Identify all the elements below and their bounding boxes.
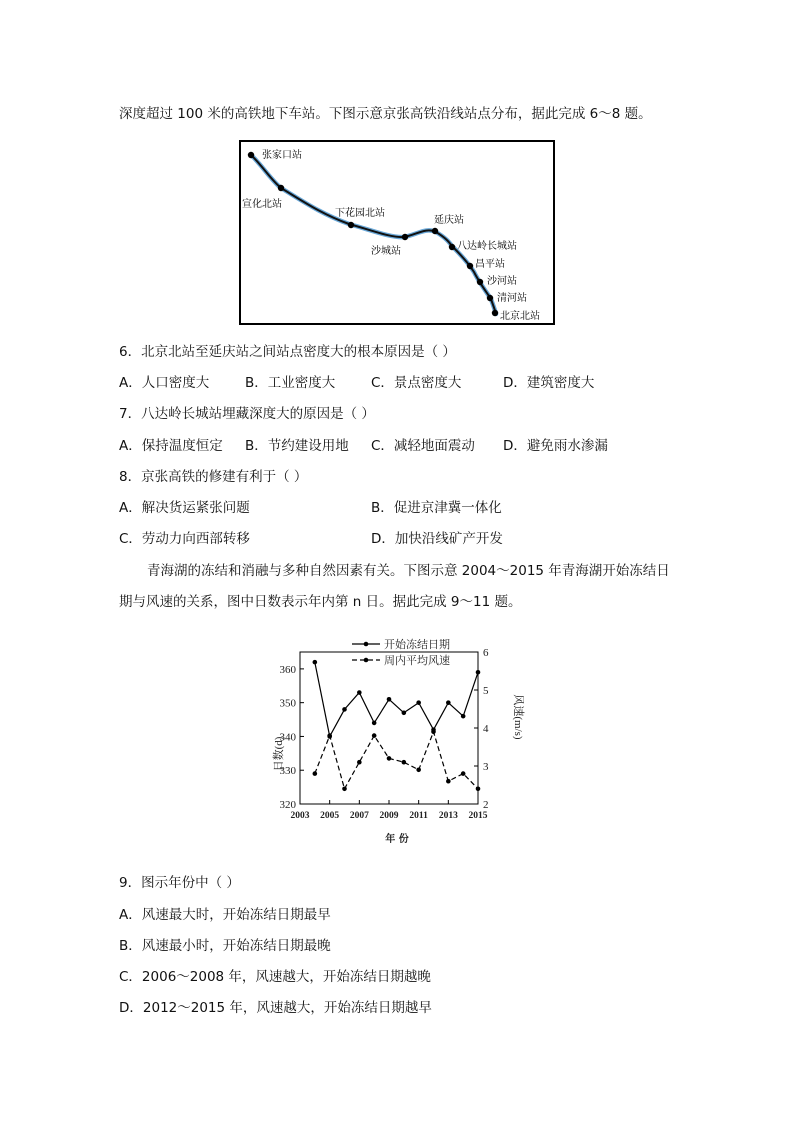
q8-stem: 8．京张高铁的修建有利于（ ） (119, 469, 308, 485)
freeze-wind-chart-svg (270, 632, 524, 850)
freeze-wind-chart (270, 632, 524, 850)
station-beijing-north (492, 309, 540, 322)
point-wind (327, 733, 332, 738)
legend-label-wind: 周内平均风速 (384, 654, 450, 667)
y-tick-label: 350 (279, 697, 296, 710)
y-tick-label: 340 (279, 731, 296, 744)
railway-line (251, 155, 496, 314)
series-line-wind (315, 732, 478, 789)
point-freeze (372, 721, 377, 726)
q6-option-a: A．人口密度大 (119, 375, 210, 391)
y-tick-label: 330 (279, 765, 296, 778)
point-freeze (476, 670, 481, 675)
y2-tick-label: 3 (483, 761, 489, 773)
chart-series (313, 660, 481, 791)
svg-text:沙河站: 沙河站 (487, 276, 517, 287)
railway-map-svg (241, 142, 553, 323)
q8-option-a: A．解决货运紧张问题 (119, 500, 250, 516)
svg-text:宣化北站: 宣化北站 (242, 199, 282, 210)
point-freeze (461, 714, 466, 719)
railway-map (239, 140, 555, 325)
q7-option-b: B．节约建设用地 (245, 438, 349, 454)
legend-marker-freeze (364, 642, 369, 647)
x-tick-label: 2003 (290, 811, 310, 821)
point-wind (416, 768, 421, 773)
legend-label-freeze: 开始冻结日期 (384, 638, 450, 651)
point-wind (313, 771, 318, 776)
q9-option-c: C．2006～2008 年，风速越大，开始冻结日期越晚 (119, 969, 431, 985)
para2-line1: 青海湖的冻结和消融与多种自然因素有关。下图示意 2004～2015 年青海湖开始冻结日 (147, 563, 670, 579)
point-wind (387, 756, 392, 761)
point-freeze (357, 690, 362, 695)
point-wind (431, 730, 436, 735)
x-tick-label: 2005 (320, 811, 340, 821)
q6-option-d: D．建筑密度大 (503, 375, 595, 391)
q6-option-b: B．工业密度大 (245, 375, 336, 391)
station-yanqing (432, 213, 464, 234)
q7-option-c: C．减轻地面震动 (371, 438, 475, 454)
svg-text:张家口站: 张家口站 (262, 150, 302, 161)
legend-marker-wind (364, 658, 369, 663)
x-tick-label: 2015 (468, 811, 488, 821)
svg-text:延庆站: 延庆站 (434, 215, 464, 226)
y2-tick-label: 2 (483, 799, 489, 811)
x-tick-label: 2013 (438, 811, 458, 821)
y2-tick-label: 6 (483, 647, 489, 659)
point-wind (446, 779, 451, 784)
y-tick-label: 360 (279, 663, 296, 676)
point-wind (342, 787, 347, 792)
point-wind (357, 760, 362, 765)
y-tick-label: 320 (279, 799, 296, 811)
svg-text:沙城站: 沙城站 (371, 246, 401, 257)
q7-option-d: D．避免雨水渗漏 (503, 438, 608, 454)
q6-stem: 6．北京北站至延庆站之间站点密度大的根本原因是（ ） (119, 344, 456, 360)
svg-text:昌平站: 昌平站 (475, 259, 505, 270)
point-freeze (387, 697, 392, 702)
point-freeze (342, 707, 347, 712)
point-freeze (446, 700, 451, 705)
q9-stem: 9．图示年份中（ ） (119, 875, 240, 891)
para2-line2: 期与风速的关系，图中日数表示年内第 n 日。据此完成 9～11 题。 (119, 594, 522, 610)
railway-line-shadow (251, 155, 496, 314)
q6-option-c: C．景点密度大 (371, 375, 462, 391)
point-wind (476, 787, 481, 792)
point-wind (461, 771, 466, 776)
svg-text:清河站: 清河站 (497, 293, 527, 304)
svg-text:北京北站: 北京北站 (500, 311, 540, 322)
q9-option-d: D．2012～2015 年，风速越大，开始冻结日期越早 (119, 1000, 432, 1016)
q9-option-b: B．风速最小时，开始冻结日期最晚 (119, 938, 331, 954)
plot-frame (300, 652, 478, 804)
x-tick-label: 2011 (409, 811, 428, 821)
point-freeze (416, 700, 421, 705)
svg-text:八达岭长城站: 八达岭长城站 (457, 241, 517, 252)
series-line-freeze (315, 662, 478, 736)
q8-option-c: C．劳动力向西部转移 (119, 531, 250, 547)
q7-option-a: A．保持温度恒定 (119, 438, 223, 454)
q9-option-a: A．风速最大时，开始冻结日期最早 (119, 907, 331, 923)
point-wind (372, 733, 377, 738)
x-tick-label: 2009 (379, 811, 399, 821)
y2-tick-label: 4 (483, 723, 489, 735)
x-axis-title: 年 份 (385, 834, 409, 845)
point-freeze (313, 660, 318, 665)
point-freeze (402, 711, 407, 716)
svg-text:下花园北站: 下花园北站 (335, 208, 385, 219)
point-wind (402, 760, 407, 765)
q7-stem: 7．八达岭长城站埋藏深度大的原因是（ ） (119, 406, 375, 422)
y2-axis-title: 风速(m/s) (512, 694, 524, 740)
q8-option-d: D．加快沿线矿产开发 (371, 531, 503, 547)
chart-axes (280, 647, 490, 821)
y2-tick-label: 5 (483, 685, 489, 697)
station-badaling (449, 239, 517, 252)
y-axis-title: 日数(d) (273, 736, 285, 772)
q8-option-b: B．促进京津冀一体化 (371, 500, 502, 516)
x-tick-label: 2007 (349, 811, 369, 821)
intro-text: 深度超过 100 米的高铁地下车站。下图示意京张高铁沿线站点分布，据此完成 6～8 题。 (119, 106, 652, 122)
station-xuanhua-north (242, 185, 284, 210)
